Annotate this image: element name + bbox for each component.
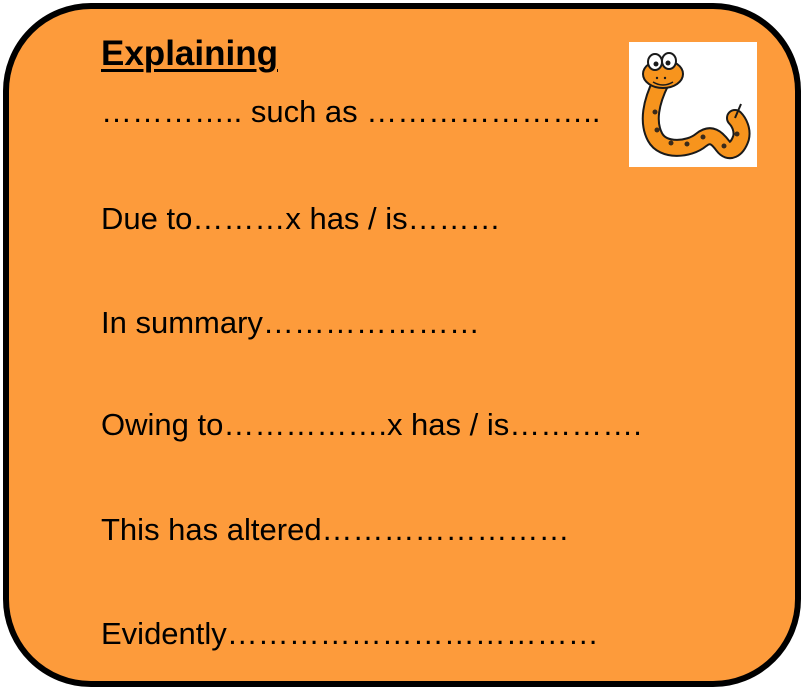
phrase-line-evidently: Evidently……………………………… [101, 616, 599, 651]
phrase-line-owing-to: Owing to…………….x has / is…………. [101, 407, 642, 442]
phrase-line-due-to: Due to………x has / is……… [101, 201, 501, 236]
phrase-line-such-as: ………….. such as ………………….. [101, 94, 601, 129]
phrase-line-this-has-altered: This has altered…………………… [101, 512, 570, 547]
card-title: Explaining [101, 34, 278, 73]
phrase-line-in-summary: In summary………………… [101, 305, 480, 340]
snake-image [629, 42, 757, 167]
snake-icon [629, 42, 757, 167]
